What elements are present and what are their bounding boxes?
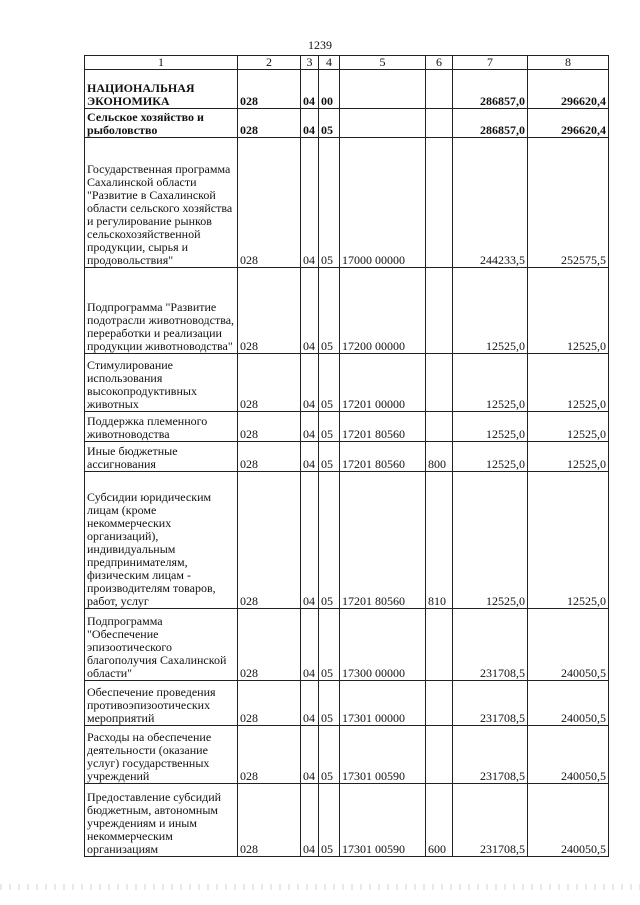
table-cell-target: 17200 00000: [340, 268, 426, 354]
table-cell-amount-year1: 244233,5: [453, 138, 528, 268]
table-cell-target: 17201 00000: [340, 354, 426, 412]
table-cell-section: 04: [301, 412, 319, 442]
table-cell-admin: 028: [238, 412, 301, 442]
table-cell-amount-year2: 252575,5: [528, 138, 609, 268]
table-cell-name: Предоставление субсидий бюджетным, автономным учреждениям и иным некоммерческим организациям: [85, 784, 238, 857]
header-cell: 4: [319, 56, 340, 70]
header-cell: 1: [85, 56, 238, 70]
budget-table: [84, 55, 609, 857]
table-cell-section: 04: [301, 472, 319, 609]
table-cell-expense-type: [426, 268, 453, 354]
table-cell-name: Подпрограмма "Обеспечение эпизоотического благополучия Сахалинской области": [85, 609, 238, 681]
table-cell-admin: 028: [238, 609, 301, 681]
table-cell-subsection: 05: [319, 681, 340, 726]
table-cell-name: Субсидии юридическим лицам (кроме некоммерческих организаций), индивидуальным предпринимателям, физическим лицам - производителям товаров, работ, услуг: [85, 472, 238, 609]
table-cell-section: 04: [301, 726, 319, 784]
table-header-row: [85, 56, 609, 70]
table-cell-subsection: 05: [319, 784, 340, 857]
table-cell-name: Расходы на обеспечение деятельности (оказание услуг) государственных учреждений: [85, 726, 238, 784]
table-cell-name: Иные бюджетные ассигнования: [85, 442, 238, 472]
table-cell-subsection: 05: [319, 412, 340, 442]
table-cell-section: 04: [301, 354, 319, 412]
table-cell-section: 04: [301, 609, 319, 681]
table-cell-target: 17301 00590: [340, 726, 426, 784]
table-cell-subsection: 00: [319, 70, 340, 109]
table-row: [85, 609, 609, 681]
table-cell-amount-year2: 240050,5: [528, 609, 609, 681]
table-cell-amount-year1: 231708,5: [453, 681, 528, 726]
table-cell-expense-type: [426, 109, 453, 138]
table-cell-section: 04: [301, 268, 319, 354]
table-cell-subsection: 05: [319, 726, 340, 784]
table-cell-target: 17301 00590: [340, 784, 426, 857]
table-cell-expense-type: [426, 609, 453, 681]
table-cell-section: 04: [301, 442, 319, 472]
table-cell-admin: 028: [238, 472, 301, 609]
table-cell-name: Поддержка племенного животноводства: [85, 412, 238, 442]
table-row: [85, 354, 609, 412]
table-cell-name: Обеспечение проведения противоэпизоотических мероприятий: [85, 681, 238, 726]
table-cell-name: Стимулирование использования высокопродуктивных животных: [85, 354, 238, 412]
table-row: [85, 784, 609, 857]
table-cell-amount-year2: 296620,4: [528, 70, 609, 109]
table-cell-admin: 028: [238, 784, 301, 857]
table-cell-expense-type: [426, 726, 453, 784]
table-cell-subsection: 05: [319, 138, 340, 268]
table-cell-admin: 028: [238, 681, 301, 726]
table-row: [85, 268, 609, 354]
table-cell-subsection: 05: [319, 609, 340, 681]
table-cell-target: 17201 80560: [340, 412, 426, 442]
table-cell-name: Подпрограмма "Развитие подотрасли животноводства, переработки и реализации продукции животноводства": [85, 268, 238, 354]
table-cell-target: 17300 00000: [340, 609, 426, 681]
header-cell: 5: [340, 56, 426, 70]
table-cell-admin: 028: [238, 138, 301, 268]
table-cell-target: [340, 109, 426, 138]
table-row: [85, 726, 609, 784]
header-cell: 7: [453, 56, 528, 70]
table-cell-section: 04: [301, 109, 319, 138]
scan-noise: [0, 884, 640, 890]
table-cell-section: 04: [301, 784, 319, 857]
table-cell-admin: 028: [238, 109, 301, 138]
table-cell-amount-year1: 286857,0: [453, 109, 528, 138]
table-cell-expense-type: 800: [426, 442, 453, 472]
header-cell: 6: [426, 56, 453, 70]
table-cell-target: 17301 00000: [340, 681, 426, 726]
table-cell-admin: 028: [238, 268, 301, 354]
table-cell-target: 17201 80560: [340, 442, 426, 472]
table-cell-amount-year2: 240050,5: [528, 681, 609, 726]
table-cell-name: НАЦИОНАЛЬНАЯ ЭКОНОМИКА: [85, 70, 238, 109]
table-cell-expense-type: 810: [426, 472, 453, 609]
table-cell-amount-year1: 12525,0: [453, 472, 528, 609]
table-cell-amount-year2: 12525,0: [528, 442, 609, 472]
table-cell-amount-year1: 12525,0: [453, 442, 528, 472]
table-row: [85, 412, 609, 442]
table-cell-admin: 028: [238, 442, 301, 472]
table-cell-amount-year2: 12525,0: [528, 354, 609, 412]
table-cell-admin: 028: [238, 354, 301, 412]
header-cell: 8: [528, 56, 609, 70]
table-cell-name: Сельское хозяйство и рыболовство: [85, 109, 238, 138]
table-cell-amount-year1: 12525,0: [453, 412, 528, 442]
table-row: [85, 681, 609, 726]
table-cell-amount-year2: 240050,5: [528, 726, 609, 784]
table-cell-amount-year1: 231708,5: [453, 784, 528, 857]
table-row: [85, 70, 609, 109]
header-cell: 3: [301, 56, 319, 70]
table-cell-amount-year1: 286857,0: [453, 70, 528, 109]
table-cell-expense-type: 600: [426, 784, 453, 857]
table-cell-section: 04: [301, 681, 319, 726]
table-cell-expense-type: [426, 412, 453, 442]
table-cell-section: 04: [301, 70, 319, 109]
header-cell: 2: [238, 56, 301, 70]
table-cell-expense-type: [426, 138, 453, 268]
table-row: [85, 442, 609, 472]
table-cell-subsection: 05: [319, 268, 340, 354]
table-cell-subsection: 05: [319, 354, 340, 412]
table-cell-amount-year2: 296620,4: [528, 109, 609, 138]
table-cell-amount-year1: 231708,5: [453, 609, 528, 681]
table-cell-amount-year2: 12525,0: [528, 472, 609, 609]
table-cell-admin: 028: [238, 70, 301, 109]
table-cell-expense-type: [426, 681, 453, 726]
table-row: [85, 109, 609, 138]
table-cell-admin: 028: [238, 726, 301, 784]
table-cell-amount-year2: 240050,5: [528, 784, 609, 857]
table-cell-amount-year1: 12525,0: [453, 268, 528, 354]
table-cell-amount-year2: 12525,0: [528, 268, 609, 354]
table-cell-target: 17000 00000: [340, 138, 426, 268]
table-cell-target: 17201 80560: [340, 472, 426, 609]
table-cell-target: [340, 70, 426, 109]
table-cell-amount-year1: 12525,0: [453, 354, 528, 412]
table-row: [85, 138, 609, 268]
table-cell-subsection: 05: [319, 109, 340, 138]
table-cell-section: 04: [301, 138, 319, 268]
table-row: [85, 472, 609, 609]
table-cell-subsection: 05: [319, 472, 340, 609]
page-number: 1239: [308, 38, 332, 52]
table-cell-expense-type: [426, 70, 453, 109]
table-cell-name: Государственная программа Сахалинской области "Развитие в Сахалинской области сельского хозяйства и регулирование рынков сельскохозяйственной продукции, сырья и продовольствия": [85, 138, 238, 268]
table-cell-amount-year2: 12525,0: [528, 412, 609, 442]
table-cell-expense-type: [426, 354, 453, 412]
table-cell-amount-year1: 231708,5: [453, 726, 528, 784]
table-cell-subsection: 05: [319, 442, 340, 472]
